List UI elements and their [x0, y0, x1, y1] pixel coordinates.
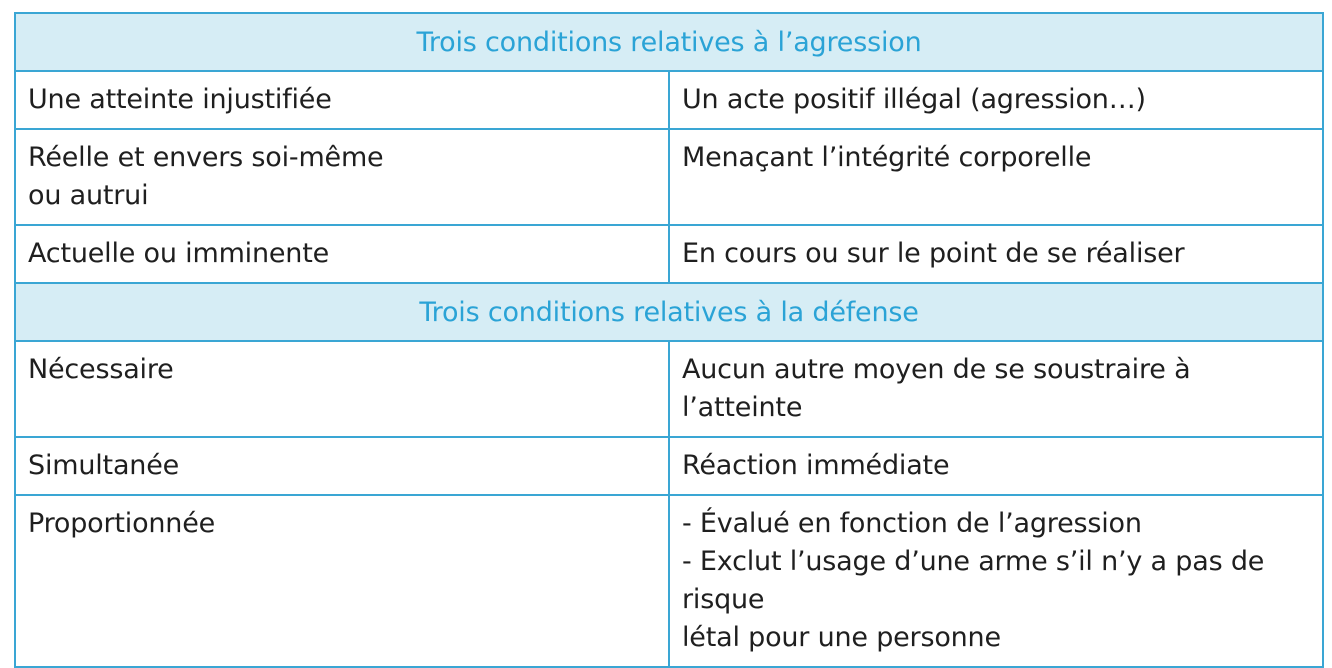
description-text: létal pour une personne — [682, 622, 1001, 653]
condition-cell — [15, 437, 669, 495]
description-text: En cours ou sur le point de se réaliser — [682, 238, 1185, 269]
description-cell — [669, 129, 1323, 225]
table-row — [15, 225, 1323, 283]
condition-cell — [15, 71, 669, 129]
condition-cell — [15, 341, 669, 437]
condition-cell — [15, 495, 669, 667]
description-cell — [669, 341, 1323, 437]
table-row — [15, 341, 1323, 437]
description-cell — [669, 495, 1323, 667]
condition-text: Réelle et envers soi-même — [28, 142, 384, 173]
section-header-defense — [15, 283, 1323, 341]
description-text: Menaçant l’intégrité corporelle — [682, 142, 1092, 173]
condition-text: Simultanée — [28, 450, 180, 481]
condition-cell — [15, 225, 669, 283]
condition-text: Proportionnée — [28, 508, 216, 539]
section-title-defense: Trois conditions relatives à la défense — [15, 283, 1323, 341]
description-text: Un acte positif illégal (agression…) — [682, 84, 1146, 115]
description-cell — [669, 437, 1323, 495]
description-cell — [669, 225, 1323, 283]
description-text: - Évalué en fonction de l’agression — [682, 508, 1142, 539]
condition-text: ou autrui — [28, 180, 149, 211]
condition-text: Nécessaire — [28, 354, 174, 385]
description-text: Aucun autre moyen de se soustraire à l’atteinte — [682, 354, 1191, 423]
table-row — [15, 495, 1323, 667]
section-title-agression: Trois conditions relatives à l’agression — [15, 13, 1323, 71]
description-text: - Exclut l’usage d’une arme s’il n’y a pas de risque — [682, 546, 1265, 615]
table-row — [15, 71, 1323, 129]
description-text: Réaction immédiate — [682, 450, 950, 481]
condition-cell — [15, 129, 669, 225]
condition-text: Actuelle ou imminente — [28, 238, 330, 269]
condition-text: Une atteinte injustifiée — [28, 84, 332, 115]
conditions-table — [14, 12, 1324, 668]
section-header-agression — [15, 13, 1323, 71]
description-cell — [669, 71, 1323, 129]
conditions-table-wrapper — [14, 12, 1324, 668]
table-row — [15, 437, 1323, 495]
table-row — [15, 129, 1323, 225]
